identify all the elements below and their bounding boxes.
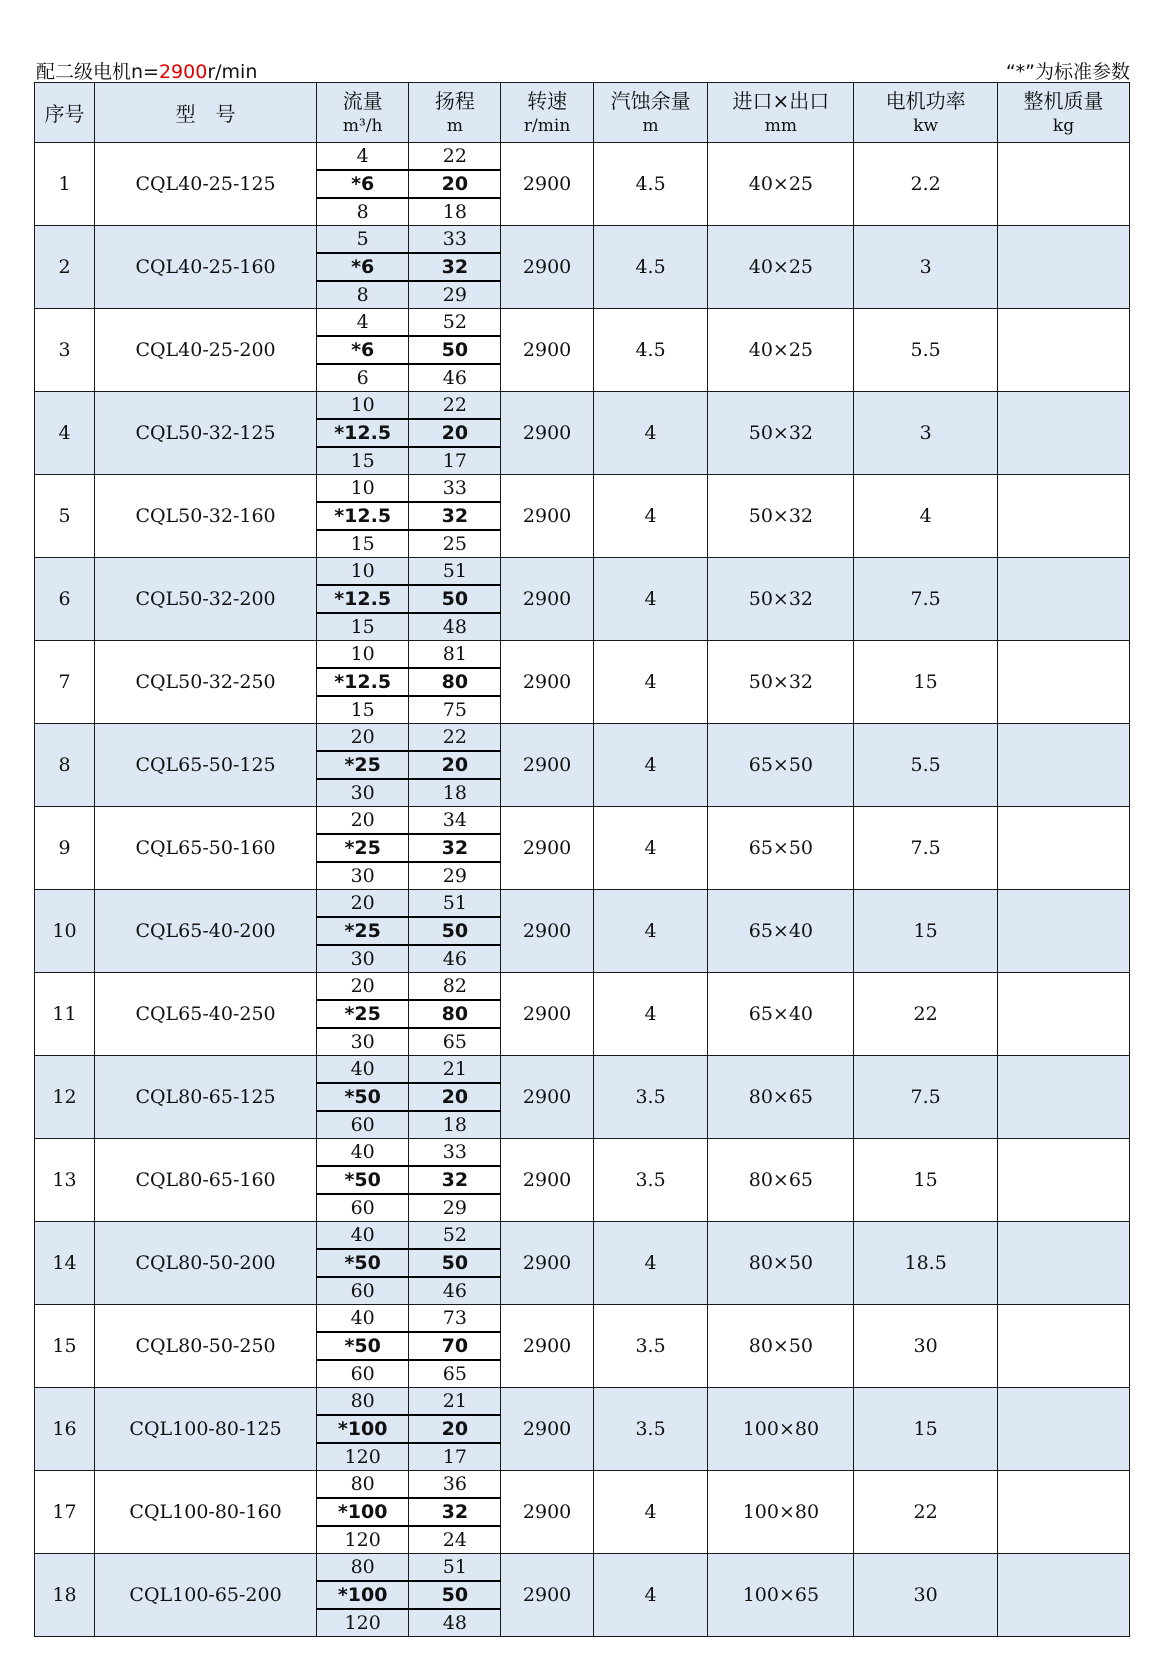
motor-power: 15 [854,1388,998,1471]
table-row [35,807,1130,835]
motor-power: 15 [854,890,998,973]
flow-value: 80 [317,1471,409,1499]
pump-model: CQL65-40-250 [95,973,317,1056]
head-value: 22 [409,143,501,171]
pump-model: CQL100-80-125 [95,1388,317,1471]
row-index: 1 [35,143,95,226]
inlet-outlet-size: 50×32 [708,475,854,558]
motor-power: 18.5 [854,1222,998,1305]
rotation-speed: 2900 [501,143,593,226]
head-standard: 50 [409,1581,501,1609]
inlet-outlet-size: 65×40 [708,973,854,1056]
inlet-outlet-size: 80×50 [708,1305,854,1388]
flow-value: 10 [317,641,409,669]
rotation-speed: 2900 [501,641,593,724]
flow-standard: * 50 [317,1332,409,1360]
caption-speed-unit: r/min [207,61,258,83]
standard-parameter-note: “*”为标准参数 [1005,61,1130,83]
unit-mass [998,309,1130,392]
flow-value: 20 [317,807,409,835]
head-value: 21 [409,1056,501,1084]
npsh-value: 4 [593,1554,708,1637]
flow-value: 15 [317,447,409,475]
head-standard: 50 [409,1249,501,1277]
flow-value: 15 [317,696,409,724]
motor-power: 22 [854,1471,998,1554]
flow-value: 40 [317,1056,409,1084]
flow-standard: * 6 [317,253,409,281]
motor-power: 30 [854,1305,998,1388]
motor-speed-caption [36,57,257,84]
pump-model: CQL80-50-200 [95,1222,317,1305]
pump-model: CQL50-32-125 [95,392,317,475]
flow-value: 8 [317,198,409,226]
head-value: 17 [409,1443,501,1471]
npsh-value: 4 [593,973,708,1056]
flow-value: 120 [317,1526,409,1554]
inlet-outlet-size: 100×80 [708,1388,854,1471]
head-value: 51 [409,890,501,918]
head-value: 48 [409,613,501,641]
head-value: 22 [409,724,501,752]
motor-power: 2.2 [854,143,998,226]
table-row [35,973,1130,1001]
pump-model: CQL80-65-160 [95,1139,317,1222]
header-speed: 转速 r/min [501,83,593,143]
flow-value: 15 [317,530,409,558]
head-value: 21 [409,1388,501,1416]
row-index: 15 [35,1305,95,1388]
flow-value: 80 [317,1554,409,1582]
head-value: 18 [409,1111,501,1139]
head-standard: 50 [409,585,501,613]
unit-mass [998,475,1130,558]
table-row [35,1305,1130,1333]
flow-standard: * 50 [317,1083,409,1111]
head-value: 33 [409,1139,501,1167]
npsh-value: 4 [593,807,708,890]
npsh-value: 4.5 [593,226,708,309]
inlet-outlet-size: 50×32 [708,641,854,724]
rotation-speed: 2900 [501,226,593,309]
unit-mass [998,1388,1130,1471]
unit-mass [998,1471,1130,1554]
flow-value: 120 [317,1609,409,1637]
table-row [35,1056,1130,1084]
row-index: 9 [35,807,95,890]
unit-mass [998,890,1130,973]
head-value: 29 [409,281,501,309]
row-index: 10 [35,890,95,973]
flow-value: 30 [317,779,409,807]
rotation-speed: 2900 [501,392,593,475]
pump-model: CQL80-65-125 [95,1056,317,1139]
rotation-speed: 2900 [501,973,593,1056]
npsh-value: 4 [593,1222,708,1305]
head-value: 36 [409,1471,501,1499]
caption-speed-value: 2900 [158,61,208,83]
table-row [35,890,1130,918]
inlet-outlet-size: 80×65 [708,1056,854,1139]
head-value: 51 [409,1554,501,1582]
head-value: 65 [409,1028,501,1056]
head-standard: 80 [409,668,501,696]
flow-standard: * 50 [317,1249,409,1277]
flow-value: 8 [317,281,409,309]
flow-value: 40 [317,1139,409,1167]
head-standard: 32 [409,1166,501,1194]
inlet-outlet-size: 100×80 [708,1471,854,1554]
npsh-value: 4 [593,1471,708,1554]
pump-model: CQL40-25-125 [95,143,317,226]
flow-value: 20 [317,973,409,1001]
row-index: 2 [35,226,95,309]
flow-standard: * 25 [317,834,409,862]
row-index: 16 [35,1388,95,1471]
head-value: 81 [409,641,501,669]
head-value: 51 [409,558,501,586]
head-value: 29 [409,862,501,890]
pump-model: CQL40-25-160 [95,226,317,309]
table-row [35,1139,1130,1167]
header-index: 序号 [35,83,95,143]
flow-value: 40 [317,1305,409,1333]
motor-power: 3 [854,226,998,309]
head-standard: 80 [409,1000,501,1028]
flow-value: 30 [317,945,409,973]
rotation-speed: 2900 [501,1388,593,1471]
unit-mass [998,807,1130,890]
row-index: 3 [35,309,95,392]
head-value: 18 [409,779,501,807]
head-value: 18 [409,198,501,226]
head-value: 17 [409,447,501,475]
row-index: 6 [35,558,95,641]
pump-model: CQL65-40-200 [95,890,317,973]
flow-standard: * 12.5 [317,502,409,530]
npsh-value: 4 [593,890,708,973]
head-value: 73 [409,1305,501,1333]
flow-value: 10 [317,558,409,586]
flow-value: 60 [317,1111,409,1139]
flow-value: 10 [317,475,409,503]
pump-model: CQL80-50-250 [95,1305,317,1388]
head-value: 33 [409,475,501,503]
head-standard: 20 [409,419,501,447]
rotation-speed: 2900 [501,309,593,392]
flow-value: 30 [317,1028,409,1056]
inlet-outlet-size: 80×50 [708,1222,854,1305]
unit-mass [998,392,1130,475]
head-standard: 70 [409,1332,501,1360]
pump-model: CQL40-25-200 [95,309,317,392]
rotation-speed: 2900 [501,1222,593,1305]
flow-standard: * 25 [317,917,409,945]
head-value: 46 [409,945,501,973]
unit-mass [998,1305,1130,1388]
flow-value: 5 [317,226,409,254]
spec-body [35,143,1130,1637]
flow-standard: * 25 [317,751,409,779]
motor-power: 5.5 [854,724,998,807]
rotation-speed: 2900 [501,1471,593,1554]
caption-bar [36,57,1130,83]
row-index: 4 [35,392,95,475]
header-row [35,83,1130,143]
row-index: 5 [35,475,95,558]
flow-standard: * 6 [317,170,409,198]
pump-spec-table [34,82,1130,1637]
npsh-value: 4.5 [593,309,708,392]
head-standard: 32 [409,1498,501,1526]
table-row [35,1222,1130,1250]
unit-mass [998,558,1130,641]
header-flow: 流量 m³/h [317,83,409,143]
table-row [35,475,1130,503]
inlet-outlet-size: 50×32 [708,558,854,641]
unit-mass [998,724,1130,807]
inlet-outlet-size: 65×50 [708,807,854,890]
flow-standard: * 100 [317,1581,409,1609]
header-mass: 整机质量 kg [998,83,1130,143]
head-value: 75 [409,696,501,724]
npsh-value: 4 [593,558,708,641]
table-row [35,1388,1130,1416]
flow-standard: * 50 [317,1166,409,1194]
head-value: 25 [409,530,501,558]
inlet-outlet-size: 65×40 [708,890,854,973]
rotation-speed: 2900 [501,1305,593,1388]
npsh-value: 3.5 [593,1305,708,1388]
inlet-outlet-size: 40×25 [708,143,854,226]
head-value: 52 [409,1222,501,1250]
row-index: 11 [35,973,95,1056]
flow-value: 10 [317,392,409,420]
unit-mass [998,1139,1130,1222]
table-row [35,724,1130,752]
header-ports: 进口×出口 mm [708,83,854,143]
inlet-outlet-size: 80×65 [708,1139,854,1222]
head-value: 33 [409,226,501,254]
row-index: 18 [35,1554,95,1637]
table-row [35,392,1130,420]
table-row [35,226,1130,254]
flow-value: 20 [317,724,409,752]
flow-value: 20 [317,890,409,918]
npsh-value: 3.5 [593,1388,708,1471]
motor-power: 7.5 [854,558,998,641]
rotation-speed: 2900 [501,1056,593,1139]
inlet-outlet-size: 40×25 [708,226,854,309]
rotation-speed: 2900 [501,724,593,807]
head-value: 46 [409,1277,501,1305]
motor-power: 4 [854,475,998,558]
flow-standard: * 100 [317,1498,409,1526]
flow-value: 6 [317,364,409,392]
rotation-speed: 2900 [501,1554,593,1637]
npsh-value: 4 [593,475,708,558]
flow-value: 4 [317,309,409,337]
header-head: 扬程 m [409,83,501,143]
inlet-outlet-size: 100×65 [708,1554,854,1637]
inlet-outlet-size: 40×25 [708,309,854,392]
motor-power: 7.5 [854,1056,998,1139]
head-value: 52 [409,309,501,337]
npsh-value: 3.5 [593,1056,708,1139]
row-index: 7 [35,641,95,724]
pump-model: CQL50-32-160 [95,475,317,558]
head-value: 34 [409,807,501,835]
head-standard: 50 [409,917,501,945]
header-model: 型 号 [95,83,317,143]
motor-power: 22 [854,973,998,1056]
head-standard: 32 [409,502,501,530]
unit-mass [998,1222,1130,1305]
unit-mass [998,226,1130,309]
flow-value: 120 [317,1443,409,1471]
row-index: 17 [35,1471,95,1554]
head-value: 29 [409,1194,501,1222]
row-index: 8 [35,724,95,807]
flow-value: 60 [317,1277,409,1305]
rotation-speed: 2900 [501,1139,593,1222]
unit-mass [998,143,1130,226]
table-row [35,143,1130,171]
flow-standard: * 6 [317,336,409,364]
row-index: 14 [35,1222,95,1305]
table-row [35,309,1130,337]
motor-power: 15 [854,1139,998,1222]
head-value: 46 [409,364,501,392]
inlet-outlet-size: 50×32 [708,392,854,475]
head-value: 65 [409,1360,501,1388]
rotation-speed: 2900 [501,807,593,890]
unit-mass [998,1554,1130,1637]
flow-standard: * 25 [317,1000,409,1028]
row-index: 13 [35,1139,95,1222]
rotation-speed: 2900 [501,558,593,641]
npsh-value: 4 [593,724,708,807]
head-standard: 20 [409,170,501,198]
head-standard: 20 [409,751,501,779]
flow-value: 60 [317,1194,409,1222]
pump-model: CQL65-50-125 [95,724,317,807]
npsh-value: 4 [593,392,708,475]
flow-standard: * 12.5 [317,585,409,613]
npsh-value: 4 [593,641,708,724]
head-standard: 20 [409,1083,501,1111]
head-value: 82 [409,973,501,1001]
head-value: 22 [409,392,501,420]
npsh-value: 3.5 [593,1139,708,1222]
flow-value: 30 [317,862,409,890]
flow-standard: * 100 [317,1415,409,1443]
unit-mass [998,973,1130,1056]
motor-power: 15 [854,641,998,724]
npsh-value: 4.5 [593,143,708,226]
pump-model: CQL100-65-200 [95,1554,317,1637]
head-value: 48 [409,1609,501,1637]
inlet-outlet-size: 65×50 [708,724,854,807]
head-value: 24 [409,1526,501,1554]
unit-mass [998,641,1130,724]
head-standard: 20 [409,1415,501,1443]
flow-value: 4 [317,143,409,171]
flow-standard: * 12.5 [317,668,409,696]
head-standard: 32 [409,834,501,862]
motor-power: 30 [854,1554,998,1637]
table-row [35,641,1130,669]
rotation-speed: 2900 [501,475,593,558]
pump-model: CQL50-32-200 [95,558,317,641]
header-power: 电机功率 kw [854,83,998,143]
row-index: 12 [35,1056,95,1139]
header-npsh: 汽蚀余量 m [593,83,708,143]
table-row [35,558,1130,586]
unit-mass [998,1056,1130,1139]
caption-prefix: 配二级电机n= [36,61,159,83]
head-standard: 32 [409,253,501,281]
pump-model: CQL65-50-160 [95,807,317,890]
flow-value: 80 [317,1388,409,1416]
pump-model: CQL50-32-250 [95,641,317,724]
table-row [35,1471,1130,1499]
pump-model: CQL100-80-160 [95,1471,317,1554]
flow-value: 15 [317,613,409,641]
flow-standard: * 12.5 [317,419,409,447]
motor-power: 3 [854,392,998,475]
motor-power: 7.5 [854,807,998,890]
motor-power: 5.5 [854,309,998,392]
head-standard: 50 [409,336,501,364]
flow-value: 60 [317,1360,409,1388]
flow-value: 40 [317,1222,409,1250]
table-row [35,1554,1130,1582]
rotation-speed: 2900 [501,890,593,973]
